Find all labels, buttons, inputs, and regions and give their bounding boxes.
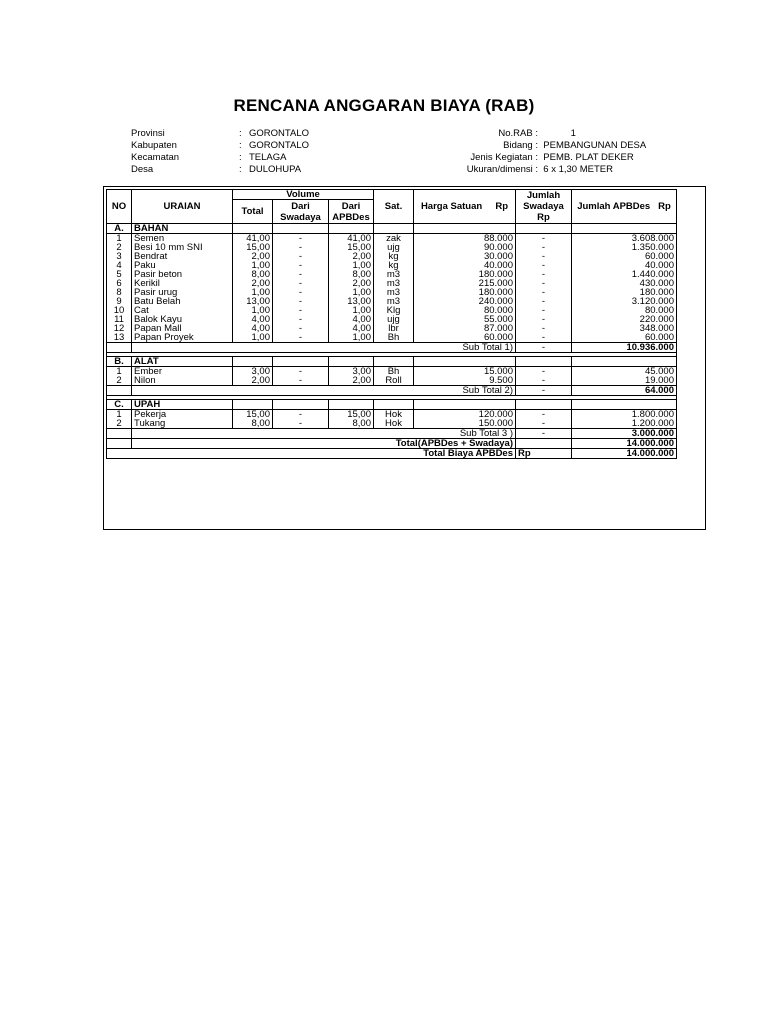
table-row — [107, 333, 677, 343]
item-apbdes: 2,00 — [329, 252, 374, 261]
grand-total-value: 14.000.000 — [572, 439, 677, 449]
item-harga: 40.000 — [414, 261, 516, 270]
header-harga-rp: Rp — [495, 201, 509, 212]
item-swadaya: - — [273, 315, 329, 324]
total-biaya-currency: Rp — [516, 449, 572, 459]
item-no: 8 — [107, 288, 132, 297]
item-sat: m3 — [374, 297, 414, 306]
header-harga-satuan — [414, 190, 516, 224]
item-sat: Roll — [374, 376, 414, 386]
item-apbdes: 13,00 — [329, 297, 374, 306]
subtotal-swadaya: - — [516, 343, 572, 353]
item-apbdes: 1,00 — [329, 288, 374, 297]
item-sat: m3 — [374, 288, 414, 297]
item-swadaya: - — [273, 376, 329, 386]
item-jumlah-apbdes: 1.200.000 — [572, 419, 677, 429]
item-no: 1 — [107, 234, 132, 244]
table-row — [107, 367, 677, 377]
section-row — [107, 357, 677, 367]
info-colon: : — [239, 164, 242, 175]
item-total: 4,00 — [233, 315, 273, 324]
item-uraian: Besi 10 mm SNI — [132, 243, 233, 252]
item-swadaya: - — [273, 419, 329, 429]
empty-cell — [516, 439, 572, 449]
empty-cell — [107, 343, 132, 353]
table-row — [107, 270, 677, 279]
empty-cell — [233, 400, 273, 410]
header-jumlah-apbdes — [572, 190, 677, 224]
subtotal-swadaya: - — [516, 429, 572, 439]
info-right — [430, 128, 646, 176]
item-swadaya: - — [273, 279, 329, 288]
item-uraian: Pasir urug — [132, 288, 233, 297]
item-harga: 180.000 — [414, 270, 516, 279]
info-value: PEMBANGUNAN DESA — [543, 140, 647, 151]
item-total: 2,00 — [233, 279, 273, 288]
info-label: Kabupaten — [131, 140, 177, 151]
item-jumlah-apbdes: 430.000 — [572, 279, 677, 288]
item-uraian: Semen — [132, 234, 233, 244]
empty-cell — [414, 224, 516, 234]
item-uraian: Pekerja — [132, 410, 233, 420]
item-apbdes: 1,00 — [329, 306, 374, 315]
empty-cell — [374, 400, 414, 410]
item-sat: m3 — [374, 279, 414, 288]
table-row — [107, 297, 677, 306]
info-right-row — [430, 128, 646, 140]
item-jumlah-swadaya: - — [516, 367, 572, 377]
info-left-row — [131, 128, 309, 140]
empty-cell — [273, 357, 329, 367]
info-value: DULOHUPA — [249, 164, 302, 175]
item-total: 13,00 — [233, 297, 273, 306]
info-left-row — [131, 152, 309, 164]
info-value: 1 — [570, 128, 576, 139]
table-body — [107, 224, 677, 459]
info-label: Ukuran/dimensi : — [466, 164, 538, 175]
grand-total-label: Total(APBDes + Swadaya) — [132, 439, 516, 449]
subtotal-label: Sub Total 3 ) — [132, 429, 516, 439]
item-apbdes: 4,00 — [329, 315, 374, 324]
item-jumlah-apbdes: 45.000 — [572, 367, 677, 377]
item-sat: kg — [374, 252, 414, 261]
table-row — [107, 419, 677, 429]
subtotal-row — [107, 343, 677, 353]
item-sat: m3 — [374, 270, 414, 279]
info-left-row — [131, 140, 309, 152]
item-jumlah-swadaya: - — [516, 234, 572, 244]
item-sat: ujg — [374, 243, 414, 252]
item-uraian: Kerikil — [132, 279, 233, 288]
item-jumlah-apbdes: 19.000 — [572, 376, 677, 386]
table-row — [107, 306, 677, 315]
item-total: 41,00 — [233, 234, 273, 244]
info-label: Desa — [131, 164, 154, 175]
item-jumlah-swadaya: - — [516, 333, 572, 343]
item-total: 15,00 — [233, 410, 273, 420]
info-label: Bidang : — [503, 140, 538, 151]
info-left-row — [131, 164, 309, 176]
subtotal-apbdes: 10.936.000 — [572, 343, 677, 353]
item-uraian: Papan Proyek — [132, 333, 233, 343]
item-uraian: Pasir beton — [132, 270, 233, 279]
item-sat: Bh — [374, 367, 414, 377]
empty-cell — [374, 357, 414, 367]
item-jumlah-swadaya: - — [516, 243, 572, 252]
item-harga: 9.500 — [414, 376, 516, 386]
info-value: TELAGA — [249, 152, 287, 163]
item-uraian: Bendrat — [132, 252, 233, 261]
item-uraian: Nilon — [132, 376, 233, 386]
info-colon: : — [239, 152, 242, 163]
item-apbdes: 3,00 — [329, 367, 374, 377]
item-jumlah-swadaya: - — [516, 270, 572, 279]
info-value: GORONTALO — [249, 128, 309, 139]
empty-cell — [233, 357, 273, 367]
item-apbdes: 1,00 — [329, 333, 374, 343]
subtotal-swadaya: - — [516, 386, 572, 396]
item-jumlah-swadaya: - — [516, 261, 572, 270]
subtotal-label: Sub Total 1) — [132, 343, 516, 353]
section-code: C. — [107, 400, 132, 410]
item-jumlah-apbdes: 348.000 — [572, 324, 677, 333]
item-jumlah-apbdes: 1.800.000 — [572, 410, 677, 420]
item-jumlah-swadaya: - — [516, 306, 572, 315]
empty-cell — [329, 357, 374, 367]
item-sat: zak — [374, 234, 414, 244]
item-jumlah-apbdes: 40.000 — [572, 261, 677, 270]
empty-cell — [107, 386, 132, 396]
item-sat: Hok — [374, 410, 414, 420]
item-swadaya: - — [273, 288, 329, 297]
item-harga: 215.000 — [414, 279, 516, 288]
item-no: 10 — [107, 306, 132, 315]
header-dari-swadaya: Dari Swadaya — [273, 200, 329, 224]
table-row — [107, 252, 677, 261]
item-sat: kg — [374, 261, 414, 270]
item-total: 1,00 — [233, 333, 273, 343]
total-biaya-row — [107, 449, 677, 459]
empty-cell — [329, 224, 374, 234]
info-right-row — [430, 152, 646, 164]
item-total: 8,00 — [233, 270, 273, 279]
item-jumlah-swadaya: - — [516, 252, 572, 261]
item-swadaya: - — [273, 270, 329, 279]
item-harga: 30.000 — [414, 252, 516, 261]
item-no: 4 — [107, 261, 132, 270]
empty-cell — [273, 224, 329, 234]
item-no: 9 — [107, 297, 132, 306]
item-apbdes: 2,00 — [329, 376, 374, 386]
table-row — [107, 261, 677, 270]
empty-cell — [516, 224, 572, 234]
item-uraian: Ember — [132, 367, 233, 377]
item-no: 1 — [107, 367, 132, 377]
item-swadaya: - — [273, 333, 329, 343]
item-sat: ujg — [374, 315, 414, 324]
item-jumlah-swadaya: - — [516, 410, 572, 420]
document-title: RENCANA ANGGARAN BIAYA (RAB) — [233, 96, 535, 115]
item-uraian: Balok Kayu — [132, 315, 233, 324]
table-row — [107, 410, 677, 420]
item-harga: 88.000 — [414, 234, 516, 244]
header-volume: Volume — [233, 190, 374, 200]
item-jumlah-apbdes: 3.608.000 — [572, 234, 677, 244]
item-apbdes: 8,00 — [329, 270, 374, 279]
section-name: BAHAN — [132, 224, 233, 234]
item-no: 1 — [107, 410, 132, 420]
item-no: 6 — [107, 279, 132, 288]
item-no: 2 — [107, 419, 132, 429]
info-colon: : — [239, 140, 242, 151]
rab-table — [106, 189, 677, 459]
empty-cell — [414, 357, 516, 367]
item-harga: 80.000 — [414, 306, 516, 315]
empty-cell — [572, 357, 677, 367]
info-label: Provinsi — [131, 128, 165, 139]
item-jumlah-swadaya: - — [516, 324, 572, 333]
item-total: 1,00 — [233, 261, 273, 270]
empty-cell — [273, 400, 329, 410]
section-code: B. — [107, 357, 132, 367]
info-value: GORONTALO — [249, 140, 309, 151]
empty-cell — [516, 400, 572, 410]
table-row — [107, 324, 677, 333]
item-jumlah-swadaya: - — [516, 279, 572, 288]
header-dari-apbdes: Dari APBDes — [329, 200, 374, 224]
section-code: A. — [107, 224, 132, 234]
table-row — [107, 288, 677, 297]
header-total: Total — [233, 200, 273, 224]
item-sat: Bh — [374, 333, 414, 343]
item-total: 3,00 — [233, 367, 273, 377]
empty-cell — [107, 439, 132, 449]
item-no: 11 — [107, 315, 132, 324]
item-apbdes: 1,00 — [329, 261, 374, 270]
item-uraian: Batu Belah — [132, 297, 233, 306]
item-jumlah-apbdes: 1.350.000 — [572, 243, 677, 252]
info-label: Kecamatan — [131, 152, 180, 163]
item-jumlah-swadaya: - — [516, 419, 572, 429]
item-apbdes: 8,00 — [329, 419, 374, 429]
item-apbdes: 15,00 — [329, 410, 374, 420]
info-right-row — [430, 140, 646, 152]
item-no: 12 — [107, 324, 132, 333]
header-jumlah-apbdes-rp: Rp — [658, 201, 671, 212]
item-jumlah-swadaya: - — [516, 288, 572, 297]
total-biaya-value: 14.000.000 — [572, 449, 677, 459]
empty-cell — [107, 429, 132, 439]
item-sat: Hok — [374, 419, 414, 429]
item-swadaya: - — [273, 324, 329, 333]
info-value: PEMB. PLAT DEKER — [543, 152, 634, 163]
item-uraian: Papan Mall — [132, 324, 233, 333]
subtotal-apbdes: 3.000.000 — [572, 429, 677, 439]
item-jumlah-apbdes: 220.000 — [572, 315, 677, 324]
item-total: 2,00 — [233, 252, 273, 261]
item-no: 13 — [107, 333, 132, 343]
item-swadaya: - — [273, 297, 329, 306]
empty-cell — [233, 224, 273, 234]
item-harga: 150.000 — [414, 419, 516, 429]
info-label: No.RAB : — [498, 128, 538, 139]
item-apbdes: 4,00 — [329, 324, 374, 333]
item-harga: 240.000 — [414, 297, 516, 306]
info-value: 6 x 1,30 METER — [543, 164, 613, 175]
info-label: Jenis Kegiatan : — [470, 152, 538, 163]
info-left — [131, 128, 309, 176]
item-total: 1,00 — [233, 306, 273, 315]
subtotal-row — [107, 386, 677, 396]
item-jumlah-swadaya: - — [516, 297, 572, 306]
empty-cell — [572, 400, 677, 410]
item-harga: 90.000 — [414, 243, 516, 252]
subtotal-row — [107, 429, 677, 439]
item-harga: 60.000 — [414, 333, 516, 343]
header-sat: Sat. — [374, 190, 414, 224]
item-harga: 120.000 — [414, 410, 516, 420]
item-jumlah-apbdes: 3.120.000 — [572, 297, 677, 306]
subtotal-apbdes: 64.000 — [572, 386, 677, 396]
empty-cell — [572, 224, 677, 234]
empty-cell — [329, 400, 374, 410]
item-jumlah-apbdes: 180.000 — [572, 288, 677, 297]
item-swadaya: - — [273, 261, 329, 270]
item-no: 3 — [107, 252, 132, 261]
info-colon: : — [239, 128, 242, 139]
header-no: NO — [107, 190, 132, 224]
empty-cell — [414, 400, 516, 410]
table-row — [107, 376, 677, 386]
section-row — [107, 400, 677, 410]
item-harga: 55.000 — [414, 315, 516, 324]
item-no: 2 — [107, 243, 132, 252]
header-jumlah-swadaya: Jumlah Swadaya Rp — [516, 190, 572, 224]
item-jumlah-apbdes: 80.000 — [572, 306, 677, 315]
info-right-row — [430, 164, 646, 176]
item-swadaya: - — [273, 306, 329, 315]
item-no: 5 — [107, 270, 132, 279]
table-row — [107, 315, 677, 324]
item-jumlah-swadaya: - — [516, 315, 572, 324]
subtotal-label: Sub Total 2) — [132, 386, 516, 396]
item-swadaya: - — [273, 243, 329, 252]
item-sat: Klg — [374, 306, 414, 315]
item-apbdes: 41,00 — [329, 234, 374, 244]
item-total: 1,00 — [233, 288, 273, 297]
item-uraian: Paku — [132, 261, 233, 270]
item-uraian: Tukang — [132, 419, 233, 429]
header-uraian: URAIAN — [132, 190, 233, 224]
item-total: 8,00 — [233, 419, 273, 429]
item-harga: 87.000 — [414, 324, 516, 333]
header-harga-label: Harga Satuan — [420, 201, 483, 212]
item-sat: lbr — [374, 324, 414, 333]
section-name: ALAT — [132, 357, 233, 367]
item-apbdes: 15,00 — [329, 243, 374, 252]
item-jumlah-apbdes: 60.000 — [572, 333, 677, 343]
item-swadaya: - — [273, 410, 329, 420]
item-total: 2,00 — [233, 376, 273, 386]
table-row — [107, 243, 677, 252]
item-swadaya: - — [273, 252, 329, 261]
item-apbdes: 2,00 — [329, 279, 374, 288]
item-no: 2 — [107, 376, 132, 386]
item-swadaya: - — [273, 367, 329, 377]
item-total: 15,00 — [233, 243, 273, 252]
item-total: 4,00 — [233, 324, 273, 333]
item-jumlah-swadaya: - — [516, 376, 572, 386]
item-jumlah-apbdes: 1.440.000 — [572, 270, 677, 279]
empty-cell — [374, 224, 414, 234]
item-uraian: Cat — [132, 306, 233, 315]
table-row — [107, 279, 677, 288]
grand-total-row — [107, 439, 677, 449]
header-jumlah-apbdes-label: Jumlah APBDes — [577, 201, 651, 212]
empty-cell — [516, 357, 572, 367]
item-jumlah-apbdes: 60.000 — [572, 252, 677, 261]
total-biaya-label: Total Biaya APBDes — [107, 449, 516, 459]
section-name: UPAH — [132, 400, 233, 410]
item-harga: 15.000 — [414, 367, 516, 377]
item-harga: 180.000 — [414, 288, 516, 297]
table-row — [107, 234, 677, 244]
item-swadaya: - — [273, 234, 329, 244]
section-row — [107, 224, 677, 234]
